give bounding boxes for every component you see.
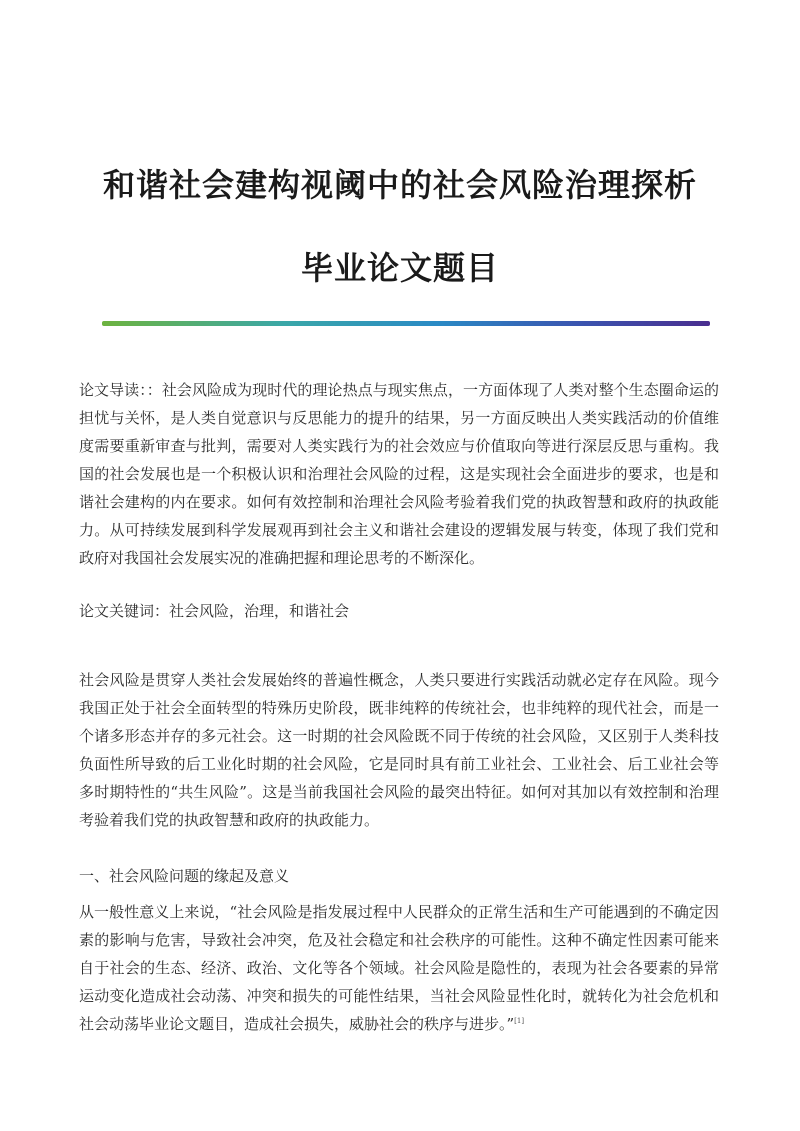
abstract-paragraph bbox=[79, 376, 719, 572]
abstract-text: 社会风险成为现时代的理论热点与现实焦点，一方面体现了人类对整个生态圈命运的担忧与关怀，是人类自觉意识与反思能力的提升的结果，另一方面反映出人类实践活动的价值维度需要重新审查与批判，需要对人类实践行为的社会效应与价值取向等进行深层反思与重构。我国的社会发展也是一个积极认识和治理社会风险的过程，这是实现社会全面进步的要求，也是和谐社会建构的内在要求。如何有效控制和治理社会风险考验着我们党的执政智慧和政府的执政能力。从可持续发展到科学发展观再到社会主义和谐社会建设的逻辑发展与转变，体现了我们党和政府对我国社会发展实况的准确把握和理论思考的不断深化。 bbox=[79, 381, 719, 567]
abstract-label: 论文导读：： bbox=[79, 381, 162, 399]
page-title: 和谐社会建构视阈中的社会风险治理探析 bbox=[102, 166, 697, 204]
title-divider bbox=[102, 321, 710, 326]
keywords-paragraph bbox=[79, 597, 719, 625]
section-heading-1: 一、社会风险问题的缘起及意义 bbox=[79, 867, 290, 885]
body-paragraph-2-text: 从一般性意义上来说，“社会风险是指发展过程中人民群众的正常生活和生产可能遇到的不确定因素的影响与危害，导致社会冲突，危及社会稳定和社会秩序的可能性。这种不确定性因素可能来自于社会的生态、经济、政治、文化等各个领域。社会风险是隐性的，表现为社会各要素的异常运动变化造成社会动荡、冲突和损失的可能性结果，当社会风险显性化时，就转化为社会危机和社会动荡毕业论文题目，造成社会损失，威胁社会的秩序与进步。” bbox=[79, 903, 719, 1033]
keywords-text: 社会风险，治理，和谐社会 bbox=[169, 602, 350, 620]
page-subtitle: 毕业论文题目 bbox=[300, 249, 499, 287]
citation-marker[interactable]: [1] bbox=[514, 1017, 525, 1025]
body-paragraph-1: 社会风险是贯穿人类社会发展始终的普遍性概念，人类只要进行实践活动就必定存在风险。现今我国正处于社会全面转型的特殊历史阶段，既非纯粹的传统社会，也非纯粹的现代社会，而是一个诸多形态并存的多元社会。这一时期的社会风险既不同于传统的社会风险，又区别于人类科技负面性所导致的后工业化时期的社会风险，它是同时具有前工业社会、工业社会、后工业社会等多时期特性的“共生风险”。这是当前我国社会风险的最突出特征。如何对其加以有效控制和治理考验着我们党的执政智慧和政府的执政能力。 bbox=[79, 671, 719, 829]
keywords-label: 论文关键词： bbox=[79, 602, 170, 620]
body-paragraph-2 bbox=[79, 898, 719, 1038]
